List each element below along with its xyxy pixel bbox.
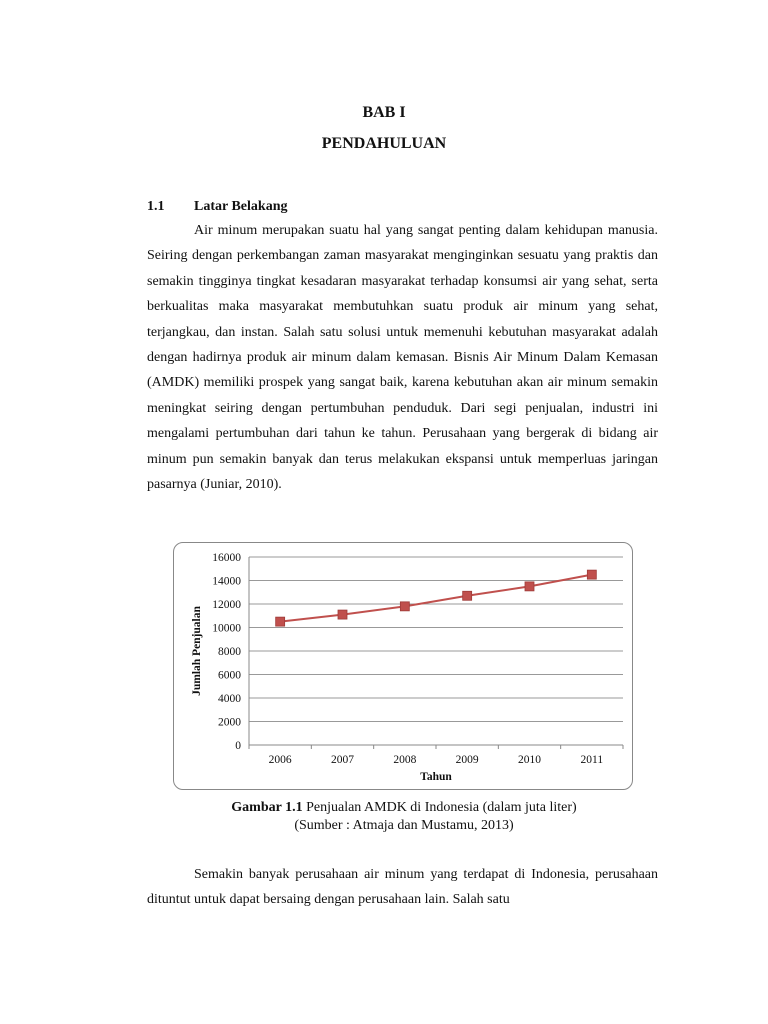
- figure-caption-text: Penjualan AMDK di Indonesia (dalam juta liter): [302, 800, 577, 815]
- figure-source: (Sumber : Atmaja dan Mustamu, 2013): [294, 818, 514, 833]
- y-tick-label: 2000: [218, 716, 241, 729]
- section-number: 1.1: [147, 199, 165, 214]
- x-tick-label: 2008: [393, 754, 417, 766]
- x-tick-label: 2011: [580, 754, 604, 766]
- data-point-marker: [463, 591, 472, 600]
- y-tick-label: 14000: [212, 575, 241, 588]
- y-axis-title: Jumlah Penjualan: [191, 606, 203, 696]
- y-tick-label: 0: [235, 740, 241, 752]
- y-tick-label: 12000: [212, 599, 241, 611]
- x-tick-label: 2009: [455, 754, 479, 766]
- x-tick-label: 2006: [268, 754, 292, 766]
- data-point-marker: [400, 602, 409, 611]
- y-tick-label: 8000: [218, 646, 241, 658]
- y-tick-label: 10000: [212, 622, 241, 635]
- line-chart: [174, 543, 634, 791]
- x-tick-label: 2007: [331, 754, 354, 766]
- body-paragraph-2: Semakin banyak perusahaan air minum yang terdapat di Indonesia, perusahaan dituntut untuk dapat bersaing dengan perusahaan lain. Salah satu: [147, 867, 658, 908]
- figure-caption: [0, 799, 768, 817]
- data-point-marker: [587, 570, 596, 579]
- data-point-marker: [276, 617, 285, 626]
- chapter-heading: BAB I: [362, 104, 406, 121]
- body-paragraph-1: Air minum merupakan suatu hal yang sangat penting dalam kehidupan manusia. Seiring dengan perkembangan zaman masyarakat menginginkan sesuatu yang praktis dan semakin tingginya tingkat kesadaran masyarakat terhadap konsumsi air yang sehat, serta berkualitas maka masyarakat membutuhkan suatu produk air minum yang sehat, terjangkau, dan instan. Salah satu solusi untuk memenuhi kebutuhan masyarakat adalah dengan hadirnya produk air minum dalam kemasan. Bisnis Air Minum Dalam Kemasan (AMDK) memiliki prospek yang sangat baik, karena kebutuhan akan air minum semakin meningkat seiring dengan pertumbuhan penduduk. Dari segi penjualan, industri ini mengalami pertumbuhan dari tahun ke tahun. Perusahaan yang bergerak di bidang air minum pun semakin banyak dan terus melakukan ekspansi untuk memperluas jaringan pasarnya (Juniar, 2010).: [147, 223, 658, 493]
- y-tick-label: 4000: [218, 693, 241, 705]
- data-point-marker: [338, 610, 347, 619]
- y-tick-label: 6000: [218, 669, 241, 682]
- series-line: [280, 575, 592, 622]
- data-point-marker: [525, 582, 534, 591]
- section-title: Latar Belakang: [194, 199, 288, 214]
- x-tick-label: 2010: [518, 754, 541, 766]
- chart-container: [173, 542, 633, 790]
- y-tick-label: 16000: [212, 552, 241, 564]
- chapter-title: PENDAHULUAN: [321, 135, 447, 152]
- figure-label: Gambar 1.1: [231, 800, 303, 815]
- x-axis-title: Tahun: [420, 771, 452, 783]
